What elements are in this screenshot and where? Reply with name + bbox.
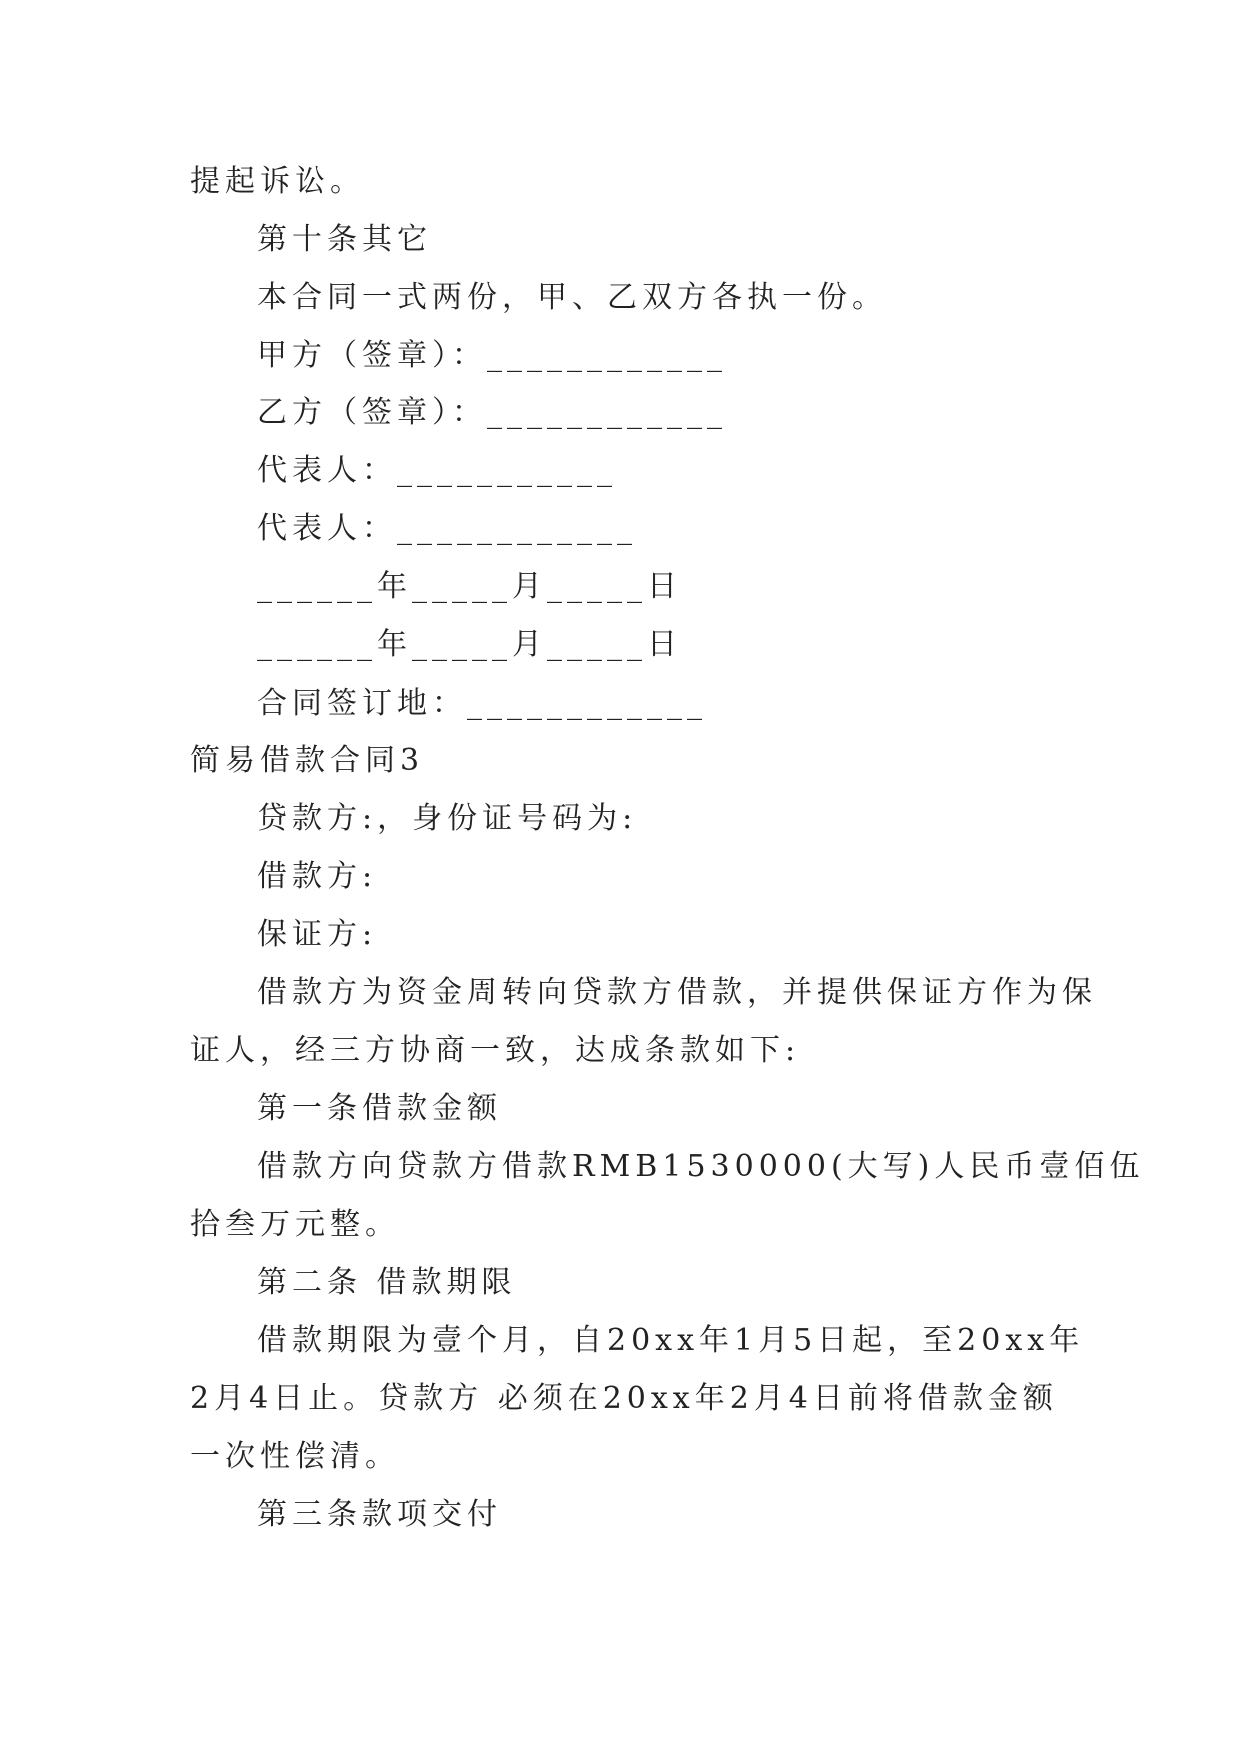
paragraph-line: 借款方向贷款方借款RMB1530000(大写)人民币壹佰伍 bbox=[257, 1149, 1145, 1184]
lender-line: 贷款方:，身份证号码为: bbox=[257, 801, 638, 836]
date-line: ______年_____月_____日 bbox=[257, 569, 682, 604]
borrower-line: 借款方: bbox=[257, 859, 378, 894]
text-line: 提起诉讼。 bbox=[190, 164, 365, 199]
text-line: 本合同一式两份，甲、乙双方各执一份。 bbox=[257, 280, 887, 315]
representative-line: 代表人：____________ bbox=[257, 511, 637, 546]
representative-line: 代表人：___________ bbox=[257, 453, 617, 488]
paragraph-line: 2月4日止。贷款方 必须在20xx年2月4日前将借款金额 bbox=[190, 1381, 1058, 1416]
paragraph-line: 借款期限为壹个月，自20xx年1月5日起，至20xx年 bbox=[257, 1323, 1085, 1358]
signing-place-line: 合同签订地：____________ bbox=[257, 686, 707, 721]
date-line: ______年_____月_____日 bbox=[257, 627, 682, 662]
guarantor-line: 保证方: bbox=[257, 917, 378, 952]
section-heading: 第十条其它 bbox=[257, 222, 432, 257]
paragraph-line: 拾叁万元整。 bbox=[190, 1207, 400, 1242]
section-heading: 第三条款项交付 bbox=[257, 1497, 502, 1532]
signature-line-party-b: 乙方（签章）：____________ bbox=[257, 395, 727, 430]
document-title: 简易借款合同3 bbox=[190, 743, 425, 778]
paragraph-line: 借款方为资金周转向贷款方借款，并提供保证方作为保 bbox=[257, 975, 1097, 1010]
section-heading: 第一条借款金额 bbox=[257, 1091, 502, 1126]
paragraph-line: 一次性偿清。 bbox=[190, 1439, 400, 1474]
paragraph-line: 证人，经三方协商一致，达成条款如下: bbox=[190, 1033, 801, 1068]
section-heading: 第二条 借款期限 bbox=[257, 1265, 517, 1300]
signature-line-party-a: 甲方（签章）：____________ bbox=[257, 338, 727, 373]
